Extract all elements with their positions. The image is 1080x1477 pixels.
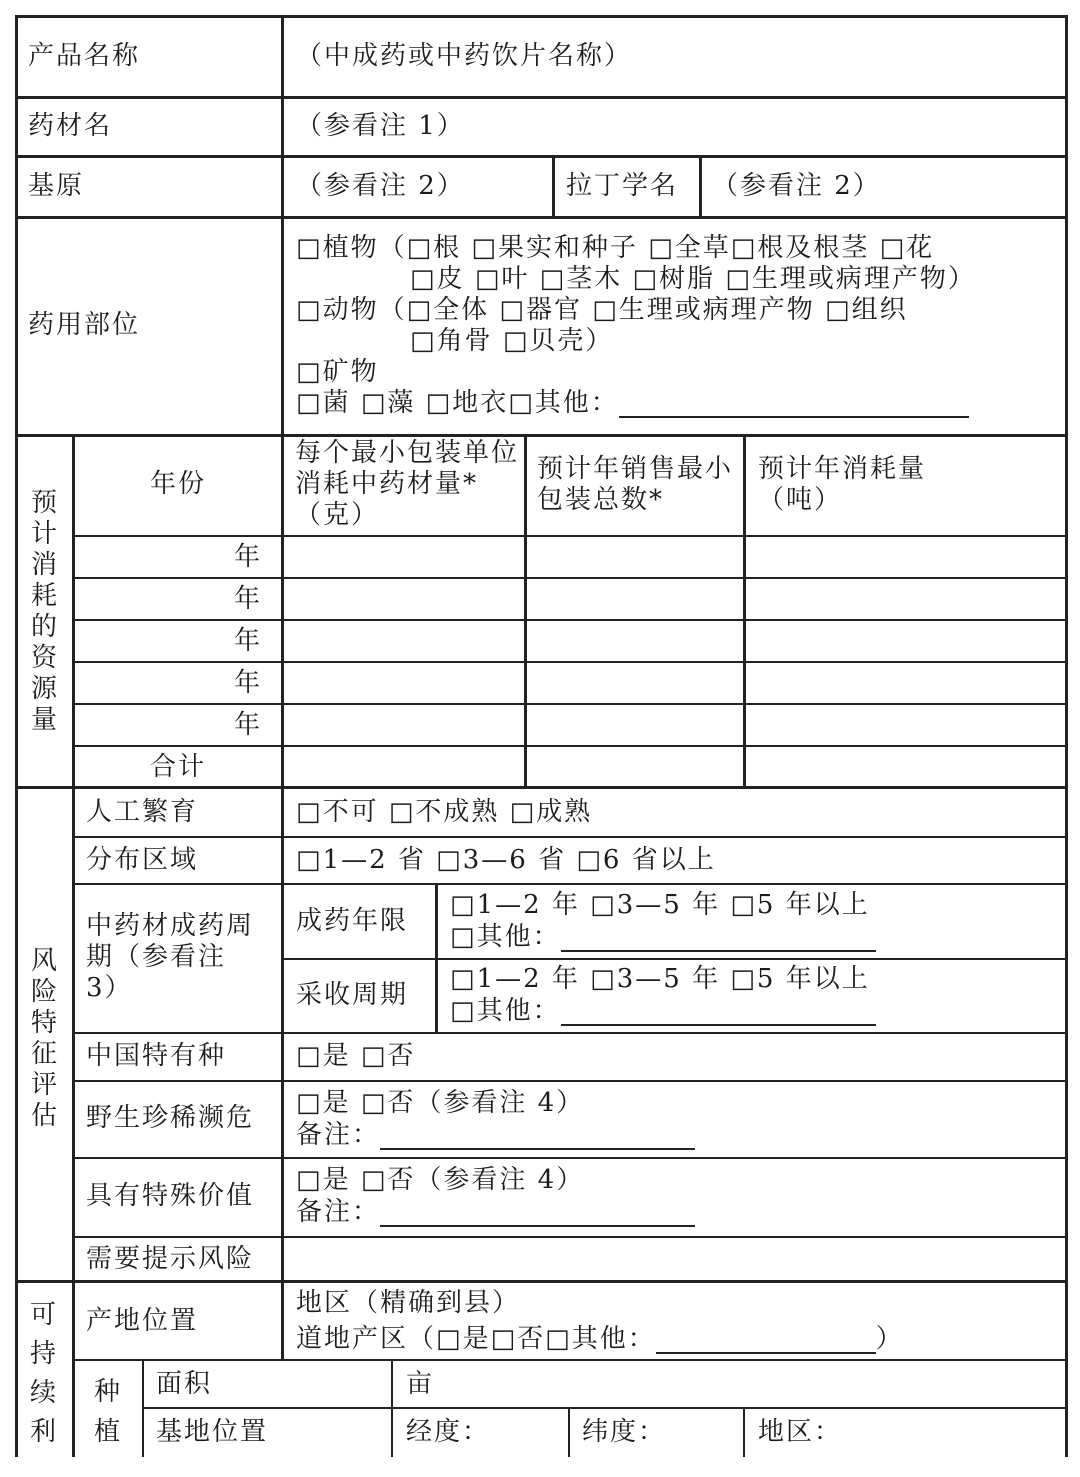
- col1-header: 每个最小包装单位消耗中药材量*（克）: [295, 438, 520, 530]
- harvest-options[interactable]: □1—2 年 □3—5 年 □5 年以上: [450, 964, 870, 994]
- maturity-label: 成药年限: [296, 906, 409, 936]
- area-unit[interactable]: 亩: [406, 1369, 435, 1399]
- distribution-label: 分布区域: [86, 845, 199, 875]
- risk-section-label: 风险特征评估: [30, 946, 57, 1131]
- herb-name-label: 药材名: [28, 111, 113, 141]
- herb-name-field[interactable]: （参看注 1）: [296, 111, 465, 141]
- wild-rare-label: 野生珍稀濒危: [86, 1103, 255, 1133]
- maturity-other[interactable]: □其他：: [450, 922, 876, 952]
- cycle-label: 中药材成药周期（参看注 3）: [86, 911, 255, 1003]
- medicinal-part-line-animal-2[interactable]: □角骨 □贝壳）: [410, 326, 614, 356]
- medicinal-part-line-animal[interactable]: □动物（□全体 □器官 □生理或病理产物 □组织: [296, 295, 908, 325]
- location-authentic[interactable]: 道地产区（□是□否□其他： ）: [296, 1324, 904, 1354]
- artificial-breeding-label: 人工繁育: [86, 797, 199, 827]
- special-value-options[interactable]: □是 □否（参看注 4）: [296, 1165, 585, 1195]
- other-blank[interactable]: [619, 392, 969, 418]
- region-field[interactable]: 地区：: [758, 1417, 843, 1447]
- longitude-field[interactable]: 经度：: [406, 1417, 491, 1447]
- medicinal-part-label: 药用部位: [28, 310, 141, 340]
- col3-header: 预计年消耗量（吨）: [758, 454, 927, 515]
- fungi-options[interactable]: □菌 □藻 □地衣□其他：: [296, 388, 619, 418]
- year-row-4: 年: [234, 668, 263, 698]
- area-label: 面积: [156, 1369, 213, 1399]
- base-location-label: 基地位置: [156, 1417, 269, 1447]
- medicinal-part-line-mineral[interactable]: □矿物: [296, 357, 379, 387]
- location-label: 产地位置: [86, 1306, 199, 1336]
- total-label: 合计: [150, 752, 207, 782]
- year-row-5: 年: [234, 710, 263, 740]
- special-value-label: 具有特殊价值: [86, 1181, 255, 1211]
- year-row-2: 年: [234, 584, 263, 614]
- risk-prompt-label: 需要提示风险: [86, 1244, 255, 1274]
- risk-prompt-field[interactable]: [284, 1239, 1064, 1279]
- harvest-label: 采收周期: [296, 980, 409, 1010]
- distribution-options[interactable]: □1—2 省 □3—6 省 □6 省以上: [296, 845, 716, 875]
- location-region[interactable]: 地区（精确到县）: [296, 1288, 521, 1318]
- endemic-label: 中国特有种: [86, 1041, 227, 1071]
- product-name-label: 产品名称: [28, 41, 141, 71]
- sustainable-section-label: 可持续利: [29, 1300, 56, 1447]
- consumption-section-label: 预计消耗的资源量: [30, 488, 57, 735]
- latin-name-field[interactable]: （参看注 2）: [712, 171, 881, 201]
- origin-label: 基原: [28, 171, 85, 201]
- endemic-options[interactable]: □是 □否: [296, 1041, 416, 1071]
- product-name-field[interactable]: （中成药或中药饮片名称）: [296, 41, 633, 71]
- year-header: 年份: [150, 469, 207, 499]
- latin-name-label: 拉丁学名: [566, 171, 679, 201]
- latitude-field[interactable]: 纬度：: [582, 1417, 667, 1447]
- year-row-3: 年: [234, 626, 263, 656]
- planting-label: 种植: [93, 1377, 120, 1447]
- wild-rare-note[interactable]: 备注：: [296, 1120, 695, 1150]
- harvest-other[interactable]: □其他：: [450, 996, 876, 1026]
- medicinal-part-line-fungi[interactable]: [296, 388, 969, 418]
- year-row-1: 年: [234, 542, 263, 572]
- artificial-breeding-options[interactable]: □不可 □不成熟 □成熟: [296, 797, 593, 827]
- medicinal-part-line-plant[interactable]: □植物（□根 □果实和种子 □全草□根及根茎 □花: [296, 233, 935, 263]
- wild-rare-options[interactable]: □是 □否（参看注 4）: [296, 1088, 585, 1118]
- origin-field[interactable]: （参看注 2）: [296, 171, 465, 201]
- col2-header: 预计年销售最小包装总数*: [537, 454, 734, 515]
- special-value-note[interactable]: 备注：: [296, 1197, 695, 1227]
- medicinal-part-line-plant-2[interactable]: □皮 □叶 □茎木 □树脂 □生理或病理产物）: [410, 264, 976, 294]
- maturity-options[interactable]: □1—2 年 □3—5 年 □5 年以上: [450, 890, 870, 920]
